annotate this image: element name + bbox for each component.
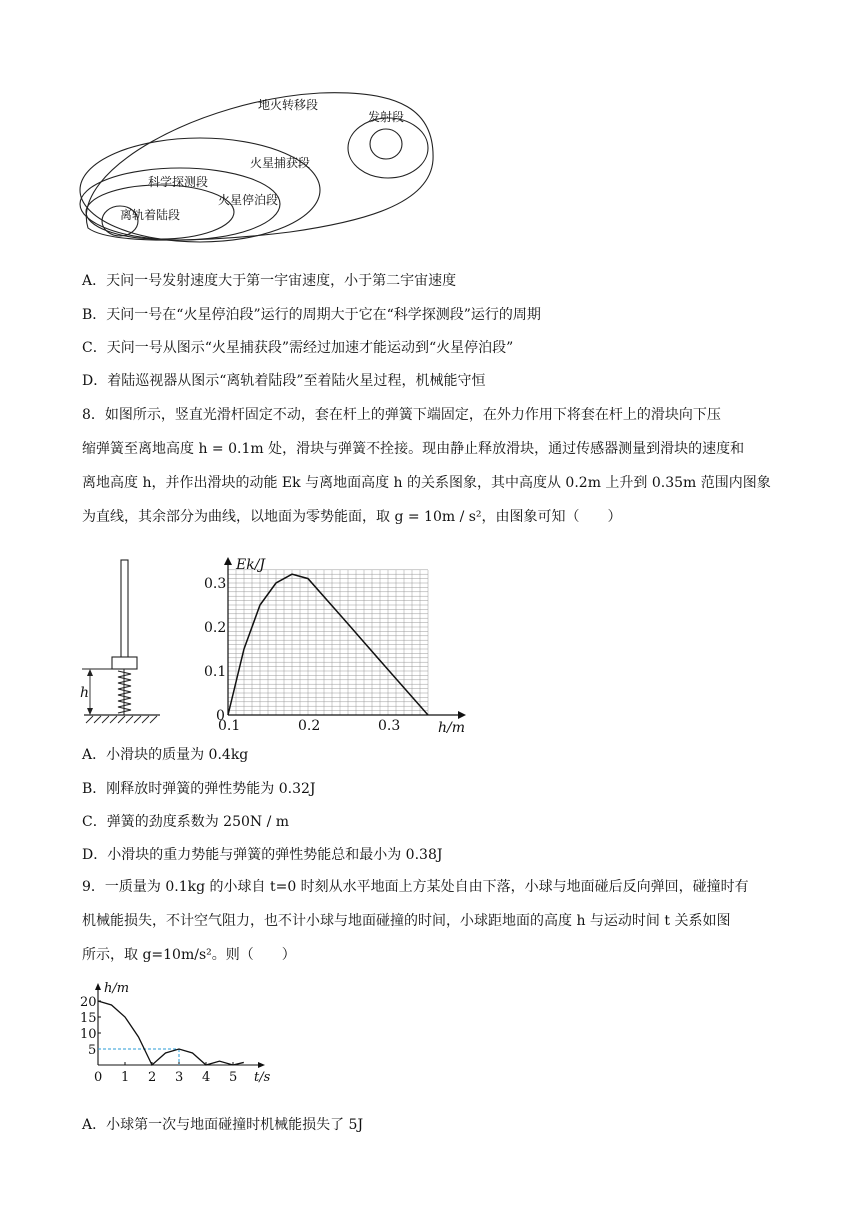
- ek-h-chart: [198, 555, 478, 735]
- y-tick-label: 0.1: [204, 664, 227, 680]
- x-tick-label: 5: [229, 1070, 238, 1085]
- h-t-chart: [80, 980, 280, 1090]
- q7-option-d: D．着陆巡视器从图示“离轨着陆段”至着陆火星过程，机械能守恒: [82, 373, 486, 389]
- orbit-diagram: [0, 0, 860, 250]
- label-capture: 火星捕获段: [250, 156, 311, 170]
- q8-option-b: B．刚释放时弹簧的弹性势能为 0.32J: [82, 781, 316, 797]
- slider-block: [112, 657, 137, 669]
- q7-option-a: A．天问一号发射速度大于第一宇宙速度，小于第二宇宙速度: [82, 273, 457, 289]
- earth-launch-orbit: [348, 118, 428, 178]
- q8-line-1: 8．如图所示，竖直光滑杆固定不动，套在杆上的弹簧下端固定，在外力作用下将套在杆上的滑块向下压: [82, 407, 721, 423]
- q9-line-2: 机械能损失，不计空气阻力，也不计小球与地面碰撞的时间，小球距地面的高度 h 与运动时间 t 关系如图: [82, 913, 731, 929]
- chart1-axes: [224, 557, 466, 719]
- q9-line-3: 所示，取 g=10m/s²。则（ ）: [82, 947, 296, 963]
- h-curve: [98, 1001, 244, 1065]
- q7-option-c: C．天问一号从图示“火星捕获段”需经过加速才能运动到“火星停泊段”: [82, 340, 514, 356]
- y-tick-label: 5: [88, 1043, 97, 1058]
- q8-option-a: A．小滑块的质量为 0.4kg: [82, 747, 249, 763]
- q9-stem: [82, 870, 802, 972]
- y-tick-label: 20: [80, 995, 97, 1010]
- x-axis-label: t/s: [254, 1070, 271, 1085]
- h-label: h: [80, 685, 90, 701]
- spring-apparatus: [78, 555, 188, 735]
- x-tick-label: 1: [121, 1070, 130, 1085]
- x-tick-label: 0.2: [298, 718, 321, 734]
- q8-line-2: 缩弹簧至离地高度 h = 0.1m 处，滑块与弹簧不拴接。现由静止释放滑块，通过传感器测量到滑块的速度和: [82, 441, 745, 457]
- q8-stem: [82, 398, 802, 534]
- q9-option-a: A．小球第一次与地面碰撞时机械能损失了 5J: [82, 1117, 364, 1133]
- q8-line-4: 为直线，其余部分为曲线，以地面为零势能面，取 g = 10m / s²，由图象可知（ ）: [82, 509, 622, 525]
- y-tick-label: 10: [80, 1027, 97, 1042]
- label-science: 科学探测段: [148, 175, 209, 189]
- x-axis-label: h/m: [438, 720, 466, 735]
- rod: [121, 560, 128, 664]
- y-tick-label: 15: [80, 1011, 97, 1026]
- x-tick-label: 0: [94, 1070, 103, 1085]
- x-tick-label: 0.1: [218, 718, 241, 734]
- label-transfer: 地火转移段: [258, 98, 319, 112]
- earth-circle: [370, 129, 402, 159]
- q9-line-1: 9．一质量为 0.1kg 的小球自 t=0 时刻从水平地面上方某处自由下落，小球与地面碰后反向弹回，碰撞时有: [82, 879, 749, 895]
- y-tick-label: 0.2: [204, 620, 227, 636]
- x-tick-label: 3: [175, 1070, 184, 1085]
- y-tick-label: 0: [216, 708, 225, 724]
- label-landing: 离轨着陆段: [120, 208, 181, 222]
- q8-option-c: C．弹簧的劲度系数为 250N / m: [82, 814, 290, 830]
- q8-option-d: D．小滑块的重力势能与弹簧的弹性势能总和最小为 0.38J: [82, 847, 443, 863]
- chart1-grid: [228, 570, 428, 715]
- label-parking: 火星停泊段: [218, 193, 279, 207]
- x-tick-label: 4: [202, 1070, 211, 1085]
- y-axis-label: Ek/J: [236, 557, 266, 573]
- x-tick-label: 0.3: [378, 718, 401, 734]
- q7-option-b: B．天问一号在“火星停泊段”运行的周期大于它在“科学探测段”运行的周期: [82, 307, 541, 323]
- label-launch: 发射段: [368, 110, 405, 124]
- y-tick-label: 0.3: [204, 576, 227, 592]
- x-tick-label: 2: [148, 1070, 157, 1085]
- y-axis-label: h/m: [104, 981, 130, 996]
- q8-line-3: 离地高度 h，并作出滑块的动能 Ek 与离地面高度 h 的关系图象，其中高度从 0.2m 上升到 0.35m 范围内图象: [82, 475, 771, 491]
